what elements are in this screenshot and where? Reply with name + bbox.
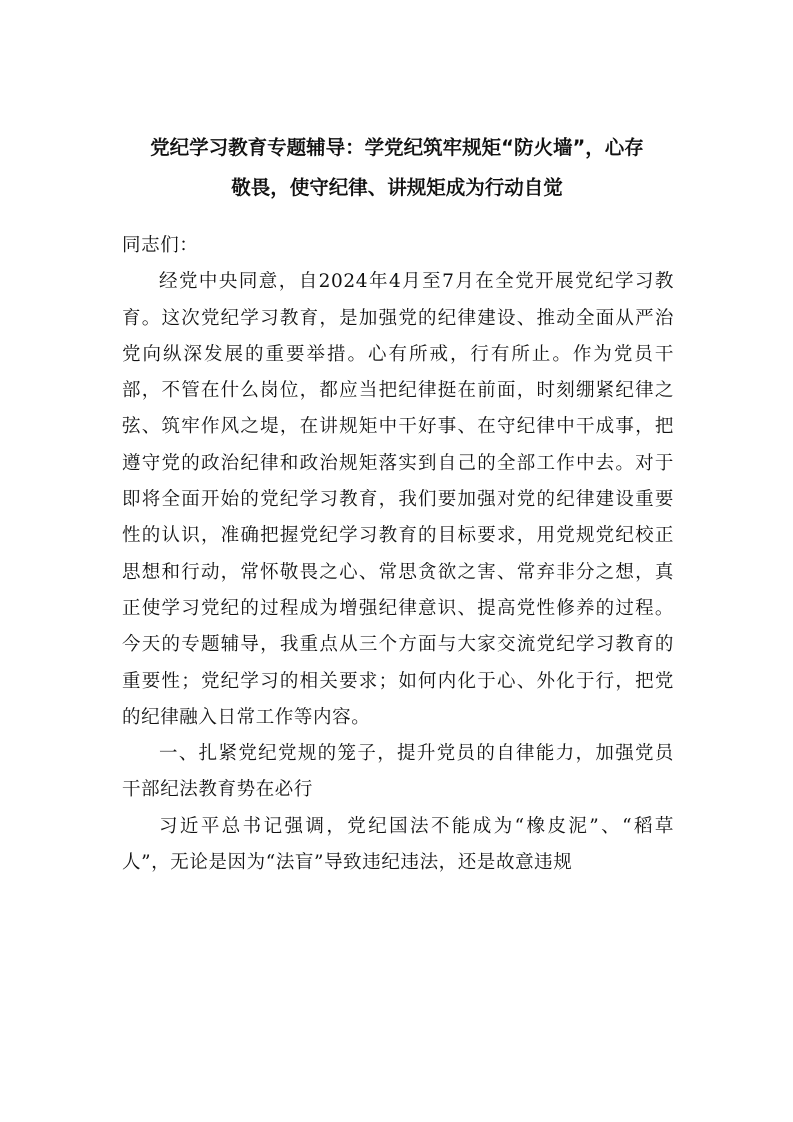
paragraph-intro: 经党中央同意，自2024年4月至7月在全党开展党纪学习教育。这次党纪学习教育，是加强党的纪律建设、推动全面从严治党向纵深发展的重要举措。心有所戒，行有所止。作为党员干部，不管在什么岗位，都应当把纪律挺在前面，时刻绷紧纪律之弦、筑牢作风之堤，在讲规矩中干好事、在守纪律中干成事，把遵守党的政治纪律和政治规矩落实到自己的全部工作中去。对于即将全面开始的党纪学习教育，我们要加强对党的纪律建设重要性的认识，准确把握党纪学习教育的目标要求，用党规党纪校正思想和行动，常怀敬畏之心、常思贪欲之害、常弃非分之想，真正使学习党纪的过程成为增强纪律意识、提高党性修养的过程。今天的专题辅导，我重点从三个方面与大家交流党纪学习教育的重要性；党纪学习的相关要求；如何内化于心、外化于行，把党的纪律融入日常工作等内容。 xyxy=(122,271,674,728)
salutation: 同志们： xyxy=(122,235,199,256)
title-line-1: 党纪学习教育专题辅导：学党纪筑牢规矩“防火墙”，心存 xyxy=(150,136,644,159)
document-title xyxy=(112,128,682,208)
document-body xyxy=(122,228,674,881)
paragraph-section-1: 习近平总书记强调，党纪国法不能成为“橡皮泥”、“稻草人”，无论是因为“法盲”导致违纪违法，还是故意违规 xyxy=(122,815,674,874)
section-heading-1: 一、扎紧党纪党规的笼子，提升党员的自律能力，加强党员干部纪法教育势在必行 xyxy=(122,743,674,801)
title-line-2: 敬畏，使守纪律、讲规矩成为行动自觉 xyxy=(231,176,563,199)
